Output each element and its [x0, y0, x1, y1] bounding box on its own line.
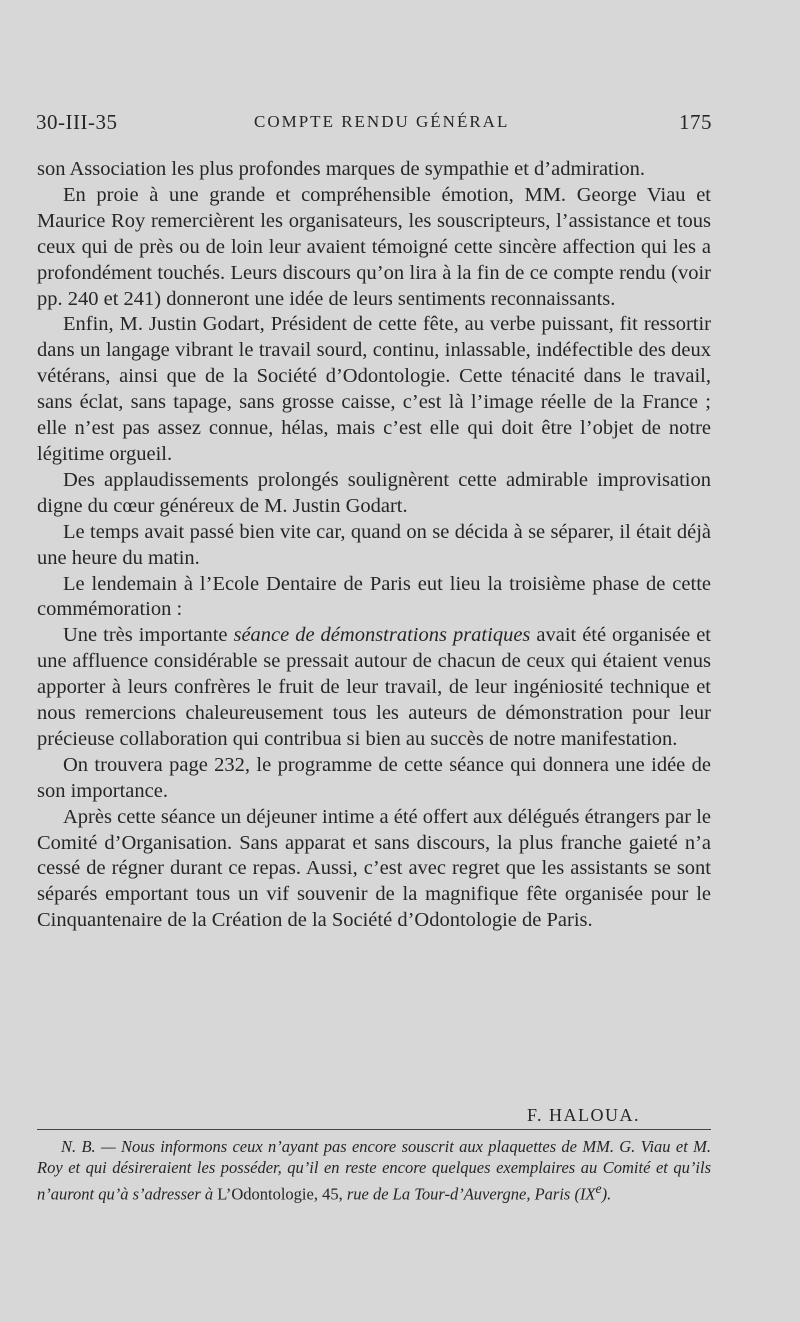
paragraph-demonstrations [37, 623, 711, 753]
paragraph: Enfin, M. Justin Godart, Président de cette fête, au verbe puissant, fit ressortir dans un langage vibrant le travail sourd, continu, inlassable, indéfectible des deux vétérans, ainsi que de la Société d’Odontologie. Cette ténacité dans le travail, sans éclat, sans tapage, sans grosse caisse, c’est là l’image réelle de la France ; elle n’est pas assez connue, hélas, mais c’est elle qui doit être l’objet de notre légitime orgueil. [37, 313, 711, 465]
header-date: 30-III-35 [36, 110, 118, 134]
paragraph: Le temps avait passé bien vite car, quand on se décida à se séparer, il était déjà une heure du matin. [37, 520, 711, 569]
paragraph: Des applaudissements prolongés soulignèrent cette admirable improvisation digne du cœur généreux de M. Justin Godart. [37, 468, 711, 517]
running-head [36, 110, 712, 140]
text-run: Une très importante [63, 624, 234, 647]
footnote-superscript: e [595, 1181, 602, 1196]
author-signature: F. HALOUA. [526, 1105, 640, 1125]
footnote-text: — Nous informons ceux n’ayant pas encore souscrit aux plaquettes de MM. G. Viau et M. Roy et qui désireraient les posséder, qu’il en reste encore quelques exemplaires au Comité et qu’ils n’auront qu’à s’adresser à [37, 1137, 711, 1204]
paragraph: On trouvera page 232, le programme de cette séance qui donnera une idée de son importance. [37, 753, 711, 802]
footnote [37, 1136, 711, 1205]
body-text [37, 157, 711, 934]
italic-text: séance de démonstrations pratiques [233, 624, 531, 647]
journal-name: L’Odontologie, 45, [217, 1184, 343, 1204]
text-run: avait été organisée et une affluence considérable se pressait autour de chacun de ceux qui étaient venus apporter à leurs confrères le fruit de leur travail, de leur ingéniosité technique et nous remercions chaleureusement tous les auteurs de démonstration pour leur précieuse collaboration qui contribua si bien au succès de notre manifestation. [37, 624, 712, 750]
footnote-divider [37, 1129, 711, 1130]
paragraph: Le lendemain à l’Ecole Dentaire de Paris eut lieu la troisième phase de cette commémoration : [37, 572, 711, 621]
paragraph: En proie à une grande et compréhensible émotion, MM. George Viau et Maurice Roy remercièrent les organisateurs, les souscripteurs, l’assistance et tous ceux qui de près ou de loin leur avaient témoigné cette sincère affection qui les a profondément touchés. Leurs discours qu’on lira à la fin de ce compte rendu (voir pp. 240 et 241) donneront une idée de leurs sentiments reconnaissants. [37, 183, 711, 310]
page-number: 175 [679, 110, 712, 134]
header-title: COMPTE RENDU GÉNÉRAL [254, 112, 510, 131]
paragraph: son Association les plus profondes marques de sympathie et d’admiration. [37, 158, 646, 180]
footnote-address: rue de La Tour-d’Auvergne, Paris (IX [342, 1184, 596, 1204]
paragraph: Après cette séance un déjeuner intime a été offert aux délégués étrangers par le Comité d’Organisation. Sans apparat et sans discours, la plus franche gaieté n’a cessé de régner durant ce repas. Aussi, c’est avec regret que les assistants se sont séparés emportant tous un vif souvenir de la magnifique fête organisée pour le Cinquantenaire de la Création de la Société d’Odontologie de Paris. [37, 805, 711, 932]
footnote-paragraph [37, 1136, 711, 1205]
footnote-label: N. B. [61, 1137, 96, 1156]
footnote-close: ). [601, 1184, 612, 1204]
